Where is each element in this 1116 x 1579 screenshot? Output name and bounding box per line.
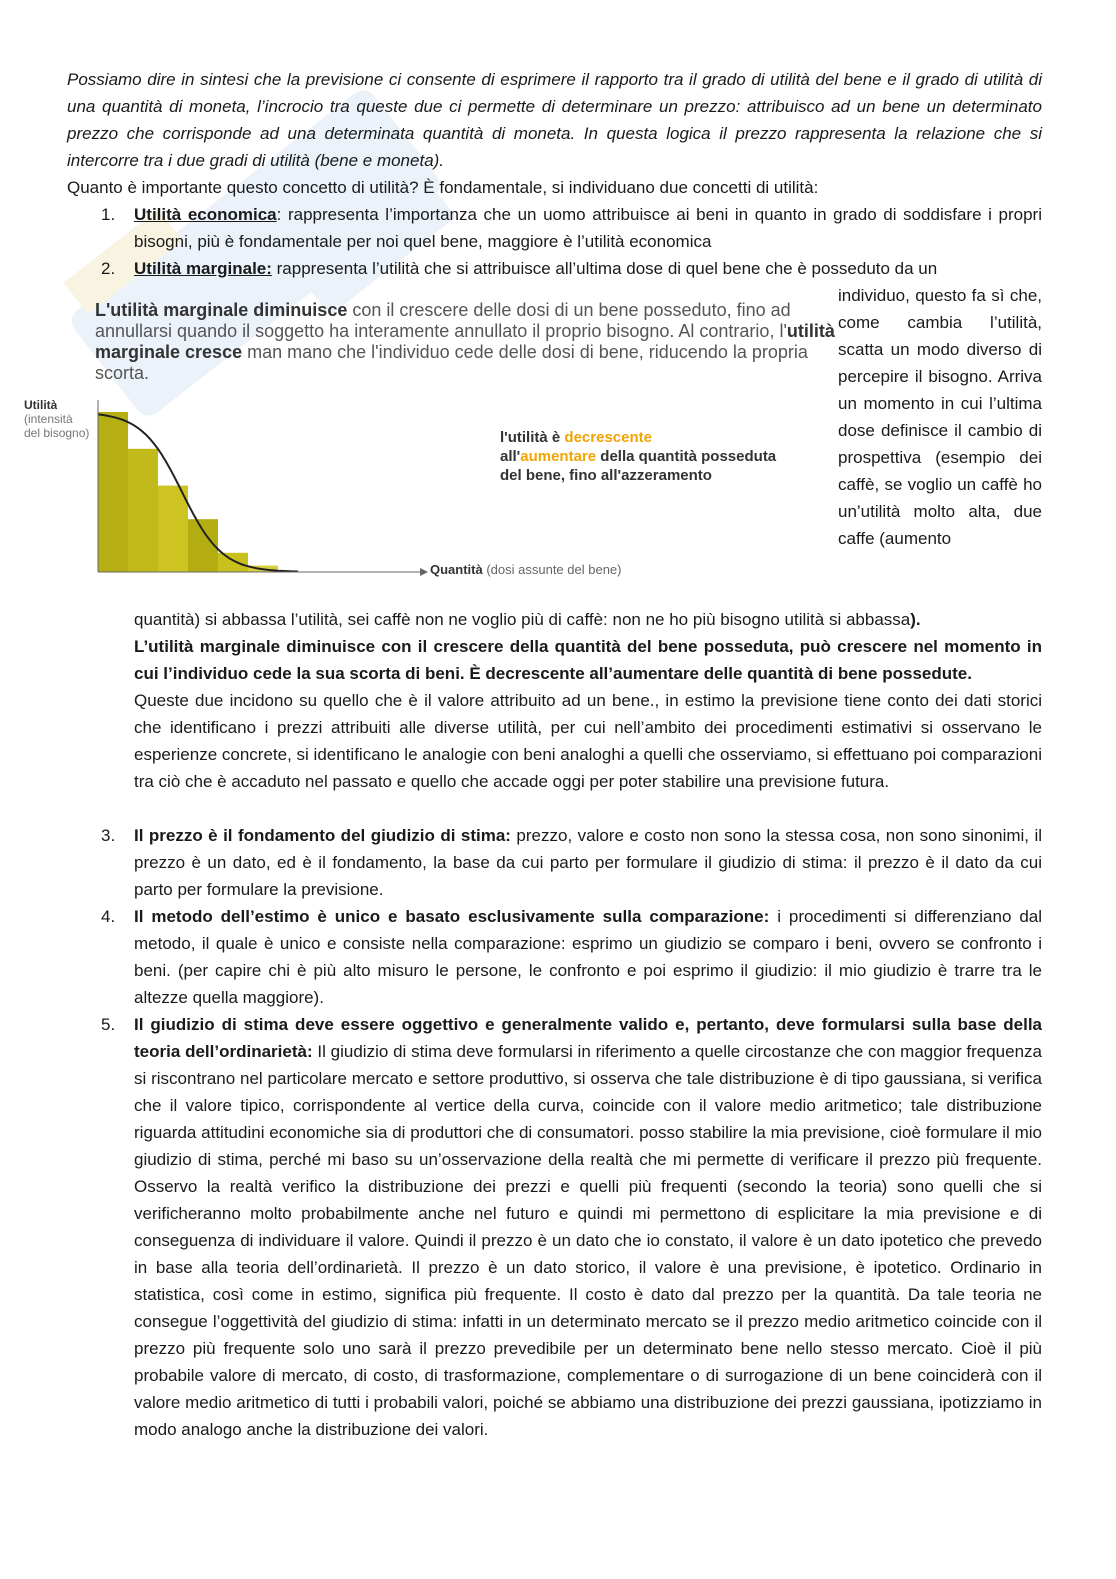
list-item-title: Utilità economica: [134, 205, 277, 224]
y-axis-title: Utilità: [24, 398, 58, 412]
list-item-number: 2.: [101, 259, 116, 278]
list-item-text: rappresenta l’utilità che si attribuisce all’ultima dose di quel bene che è posseduto da un: [271, 259, 938, 278]
figure-heading-bold: L'utilità marginale diminuisce: [95, 300, 348, 320]
x-axis-subtitle: (dosi assunte del bene): [482, 562, 622, 577]
annotation-highlight: decrescente: [564, 429, 652, 446]
list-item-prezzo: [134, 822, 1042, 903]
figure-heading-bold: utilità marginale cresce: [95, 321, 835, 362]
annotation-text: all': [500, 448, 521, 465]
estimo-paragraph: Queste due incidono su quello che è il valore attribuito ad un bene., in estimo la previsione tiene conto dei dati storici che identificano i prezzi attribuiti alle diverse utilità, per cui nell’ambito dei procedimenti estimativi si osservano le esperienze concrete, si identificano le analogie con beni analoghi a quelli che osserviamo, si effettuano poi comparazioni tra ciò che è accaduto nel passato e quello che accade oggi per poter stabilire una previsione futura.: [134, 691, 1042, 791]
list-item-title: Il prezzo è il fondamento del giudizio di stima:: [134, 826, 511, 845]
list-item-number: 4.: [101, 907, 116, 926]
marginal-utility-figure: [20, 300, 835, 585]
bar-1: [98, 412, 128, 572]
annotation-highlight: aumentare: [520, 448, 597, 465]
continuation-text: quantità) si abbassa l’utilità, sei caffè non ne voglio più di caffè: non ne ho più bisogno utilità si abbassa: [134, 610, 911, 629]
list-item-number: 1.: [101, 205, 116, 224]
list-item-text: : rappresenta l’importanza che un uomo attribuisce ai beni in quanto in grado di soddisfare i propri bisogni, più è fondamentale per noi quel bene, maggiore è l’utilità economica: [134, 205, 1042, 251]
bar-5: [218, 553, 248, 572]
list-item-utilita-marginale: [134, 255, 1042, 282]
list-item-text: prezzo, valore e costo non sono la stessa cosa, non sono sinonimi, il prezzo è un dato, ed è il fondamento, la base da cui parto per formulare il giudizio di stima: il prezzo è il dato da cui parto per formulare la previsione.: [134, 826, 1043, 899]
figure-heading-text: con il crescere delle dosi di un bene posseduto, fino ad annullarsi quando il soggetto ha interamente annullato il proprio bisogno. Al contrario, l': [95, 300, 791, 341]
bar-3: [158, 486, 188, 572]
intro-question-line: Quanto è importante questo concetto di utilità? È fondamentale, si individuano due concetti di utilità:: [67, 178, 819, 197]
list-item-giudizio: [134, 1011, 1042, 1443]
continuation-bold-tail: ).: [910, 610, 921, 629]
list-item-title: Il metodo dell’estimo è unico e basato esclusivamente sulla comparazione:: [134, 907, 770, 926]
list-item-utilita-economica: [134, 201, 1042, 255]
list-item-text: Il giudizio di stima deve formularsi in riferimento a quelle circostanze che con maggior frequenza si riscontrano nel particolare mercato e settore produttivo, si osserva che tale distribuzione è di tipo gaussiana, si verifica che il valore tipico, corrispondente al vertice della curva, coincide con il valore medio aritmetico; tale distribuzione riguarda attitudini economiche sia di produttori che di consumatori. posso stabilire la mia previsione, cioè formulare il mio giudizio di stima, perché mi baso su un’osservazione della realtà che mi permette di verificare il prezzo più frequente. Osservo la realtà verifico la distribuzione dei prezzi e quelli più frequenti (secondo la teoria) sono quelli che si verificheranno molto probabilmente anche nel futuro e quindi mi permettono di esplicitare la mia previsione e di conseguenza di individuare il valore. Quindi il prezzo è un dato che io constato, il valore è un dato ipotetico che prevedo in base alla teoria dell’ordinarietà. Il prezzo è un dato storico, il valore è una previsione, è ipotetico. Ordinario in statistica, così come in estimo, significa più frequente. Il costo è dato dal prezzo per la quantità. Da tale teoria ne consegue l’oggettività del giudizio di stima: infatti in un determinato mercato se il prezzo medio aritmetico coincide con il prezzo più frequente solo uno sarà il prezzo prevedibile per un determinato bene nello stesso mercato. Cioè il più probabile valore di mercato, di costo, di trasformazione, complementare o di surrogazione di un bene coinciderà con il valore medio aritmetico di tutti i probabili valori, poiché se abbiamo una distribuzione dei prezzi gaussiana, ipotizziamo in modo analogo anche la distribuzione dei valori.: [134, 1042, 1042, 1439]
list-item-wrap-text: individuo, questo fa sì che, come cambia l’utilità, scatta un modo diverso di percepire il bisogno. Arriva un momento in cui l’ultima dose definisce il cambio di prospettiva (esempio dei caffè, se voglio un caffè ho un’utilità molto alta, due caffe (aumento: [838, 286, 1042, 548]
y-axis-subtitle: (intensità: [24, 412, 73, 426]
bar-2: [128, 449, 158, 572]
bold-summary-paragraph: L’utilità marginale diminuisce con il crescere della quantità del bene posseduta, può crescere nel momento in cui l’individuo cede la sua scorta di beni. È decrescente all’aumentare delle quantità di bene possedute.: [134, 637, 1042, 683]
list-item-number: 3.: [101, 826, 116, 845]
x-axis-title: Quantità: [430, 562, 483, 577]
figure-annotation: [500, 428, 800, 485]
annotation-text: della quantità posseduta del bene, fino all'azzeramento: [500, 448, 777, 484]
list-item-title: Il giudizio di stima deve essere oggettivo e generalmente valido e, pertanto, deve formularsi sulla base della teoria dell’ordinarietà:: [134, 1015, 1042, 1061]
intro-italic-paragraph: Possiamo dire in sintesi che la previsione ci consente di esprimere il rapporto tra il grado di utilità del bene e il grado di utilità di una quantità di moneta, l’incrocio tra queste due ci permette di determinare un prezzo: attribuisco ad un bene un determinato prezzo che corrisponde ad una determinata quantità di moneta. In questa logica il prezzo rappresenta la relazione che si intercorre tra i due gradi di utilità (bene e moneta).: [67, 70, 1042, 170]
list-item-metodo: [134, 903, 1042, 1011]
list-item-continuation: [134, 606, 1044, 633]
list-item-number: 5.: [101, 1015, 116, 1034]
list-item-text: i procedimenti si differenziano dal metodo, il quale è unico e consiste nella comparazione: esprimo un giudizio se comparo i beni, ovvero se confronto i beni. (per capire chi è più alto misuro le persone, le confronto e poi esprimo il giudizio: il mio giudizio è trarre tra le altezze quella maggiore).: [134, 907, 1043, 1007]
figure-heading-text: man mano che l'individuo cede delle dosi di bene, riducendo la propria scorta.: [95, 342, 808, 383]
figure-x-axis-label: [430, 562, 622, 577]
y-axis-subtitle: del bisogno): [24, 426, 90, 440]
list-item-title: Utilità marginale:: [134, 259, 272, 278]
annotation-text: l'utilità è: [500, 429, 565, 446]
x-axis-arrow: [420, 568, 428, 576]
